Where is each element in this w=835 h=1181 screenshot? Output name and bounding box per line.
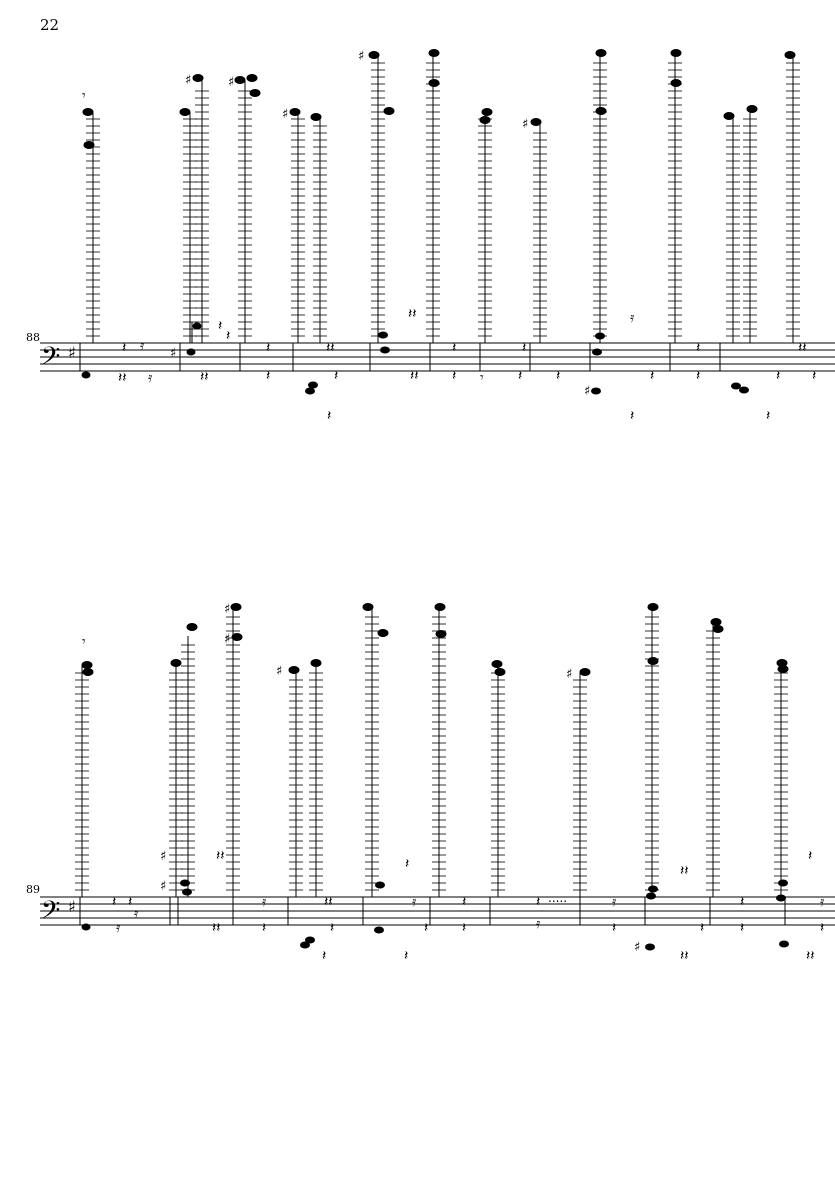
svg-text:𝄽𝄽: 𝄽𝄽 xyxy=(212,920,221,936)
svg-text:𝄽𝄽: 𝄽𝄽 xyxy=(408,306,417,322)
svg-text:𝄽: 𝄽 xyxy=(452,368,457,384)
svg-text:𝄽: 𝄽 xyxy=(522,340,527,356)
svg-text:𝄽: 𝄽 xyxy=(334,368,339,384)
ledger-lines xyxy=(86,63,800,336)
svg-text:𝄽: 𝄽 xyxy=(452,340,457,356)
svg-text:𝄿: 𝄿 xyxy=(630,310,635,326)
svg-text:𝄽: 𝄽 xyxy=(266,368,271,384)
svg-text:𝄽𝄽: 𝄽𝄽 xyxy=(326,340,335,356)
svg-text:𝄢: 𝄢 xyxy=(41,896,61,931)
svg-text:𝄽: 𝄽 xyxy=(808,848,813,864)
svg-text:𝄽𝄽: 𝄽𝄽 xyxy=(680,948,689,964)
svg-text:♯: ♯ xyxy=(160,879,167,894)
svg-text:𝄽: 𝄽 xyxy=(612,920,617,936)
svg-text:♯: ♯ xyxy=(282,107,289,122)
svg-text:𝄿: 𝄿 xyxy=(134,906,139,922)
note-column xyxy=(180,73,203,343)
svg-text:𝄽: 𝄽 xyxy=(536,894,541,910)
svg-text:𝄽: 𝄽 xyxy=(128,894,133,910)
staff-system xyxy=(0,570,835,1000)
svg-text:♯: ♯ xyxy=(634,940,641,955)
svg-text:♯: ♯ xyxy=(276,664,283,679)
svg-text:𝄽: 𝄽 xyxy=(766,408,771,424)
svg-text:𝄽: 𝄽 xyxy=(696,368,701,384)
note-column xyxy=(566,667,590,897)
svg-text:.....: ..... xyxy=(548,891,568,905)
svg-text:𝄿: 𝄿 xyxy=(116,920,121,936)
staff-lines xyxy=(40,343,835,371)
svg-text:𝄽: 𝄽 xyxy=(112,894,117,910)
svg-text:𝄽𝄽: 𝄽𝄽 xyxy=(798,340,807,356)
note-column xyxy=(82,634,93,897)
note-column xyxy=(785,52,795,344)
svg-text:𝄽: 𝄽 xyxy=(740,894,745,910)
svg-text:𝄿: 𝄿 xyxy=(412,894,417,910)
bass-clef-icon xyxy=(41,896,60,931)
key-sharp-icon: ♯ xyxy=(68,343,76,362)
svg-text:𝄽𝄽: 𝄽𝄽 xyxy=(118,370,127,386)
svg-text:𝄽: 𝄽 xyxy=(696,340,701,356)
svg-text:𝄽: 𝄽 xyxy=(518,368,523,384)
music-system-1 xyxy=(0,0,835,430)
svg-text:𝄢: 𝄢 xyxy=(41,342,61,377)
svg-text:♯: ♯ xyxy=(522,117,529,132)
svg-text:𝄽: 𝄽 xyxy=(330,920,335,936)
svg-text:𝄿: 𝄿 xyxy=(612,894,617,910)
svg-text:𝄽: 𝄽 xyxy=(122,340,127,356)
note-column xyxy=(171,624,197,898)
svg-text:♯: ♯ xyxy=(228,75,235,90)
ledger-lines xyxy=(75,617,788,890)
note-column xyxy=(522,117,541,343)
svg-text:𝄽: 𝄽 xyxy=(322,948,327,964)
note-column xyxy=(224,602,242,897)
svg-text:♯: ♯ xyxy=(224,632,231,647)
svg-text:𝄽: 𝄽 xyxy=(556,368,561,384)
svg-text:𝄽: 𝄽 xyxy=(462,894,467,910)
svg-text:𝄿: 𝄿 xyxy=(262,894,267,910)
measure-number: 88 xyxy=(26,331,40,344)
svg-text:𝄽𝄽: 𝄽𝄽 xyxy=(410,368,419,384)
svg-text:𝄿: 𝄿 xyxy=(148,370,153,386)
svg-text:𝄾: 𝄾 xyxy=(82,88,86,104)
note-column xyxy=(228,75,260,344)
svg-text:𝄽: 𝄽 xyxy=(226,328,231,344)
svg-text:𝄽: 𝄽 xyxy=(262,920,267,936)
svg-text:𝄽𝄽: 𝄽𝄽 xyxy=(216,848,225,864)
svg-text:𝄽𝄽: 𝄽𝄽 xyxy=(324,894,333,910)
bass-clef-icon xyxy=(41,342,60,377)
svg-text:𝄽: 𝄽 xyxy=(462,920,467,936)
svg-text:♯: ♯ xyxy=(584,384,591,399)
svg-text:𝄽: 𝄽 xyxy=(266,340,271,356)
svg-text:𝄾: 𝄾 xyxy=(82,634,86,650)
svg-text:♯: ♯ xyxy=(170,346,177,361)
svg-text:♯: ♯ xyxy=(160,849,167,864)
music-system-2 xyxy=(0,570,835,1000)
staff-system xyxy=(0,0,835,430)
svg-text:𝄿: 𝄿 xyxy=(140,338,145,354)
page-number: 22 xyxy=(40,16,60,34)
rests-and-bass-notes xyxy=(82,306,817,424)
svg-text:𝄾: 𝄾 xyxy=(480,370,484,386)
svg-text:𝄽: 𝄽 xyxy=(740,920,745,936)
measure-number: 89 xyxy=(26,883,40,896)
svg-text:𝄽: 𝄽 xyxy=(776,368,781,384)
svg-text:𝄽𝄽: 𝄽𝄽 xyxy=(806,948,815,964)
svg-text:♯: ♯ xyxy=(358,49,365,64)
svg-text:𝄽: 𝄽 xyxy=(405,856,410,872)
svg-text:𝄽: 𝄽 xyxy=(650,368,655,384)
svg-text:𝄿: 𝄿 xyxy=(536,916,541,932)
svg-text:𝄽: 𝄽 xyxy=(820,920,825,936)
svg-text:♯: ♯ xyxy=(185,73,192,88)
svg-text:𝄽: 𝄽 xyxy=(404,948,409,964)
svg-text:𝄽: 𝄽 xyxy=(218,318,223,334)
note-column xyxy=(492,661,505,898)
svg-text:𝄿: 𝄿 xyxy=(820,894,825,910)
svg-text:𝄽: 𝄽 xyxy=(700,920,705,936)
svg-text:𝄽: 𝄽 xyxy=(424,920,429,936)
svg-text:♯: ♯ xyxy=(224,602,231,617)
key-sharp-icon: ♯ xyxy=(68,897,76,916)
svg-text:𝄽: 𝄽 xyxy=(812,368,817,384)
svg-text:𝄽𝄽: 𝄽𝄽 xyxy=(680,863,689,879)
staff-lines xyxy=(40,897,835,925)
high-notes xyxy=(82,602,788,897)
svg-text:𝄽: 𝄽 xyxy=(327,408,332,424)
svg-text:𝄽: 𝄽 xyxy=(630,408,635,424)
svg-text:♯: ♯ xyxy=(566,667,573,682)
svg-text:𝄽𝄽: 𝄽𝄽 xyxy=(200,369,209,385)
